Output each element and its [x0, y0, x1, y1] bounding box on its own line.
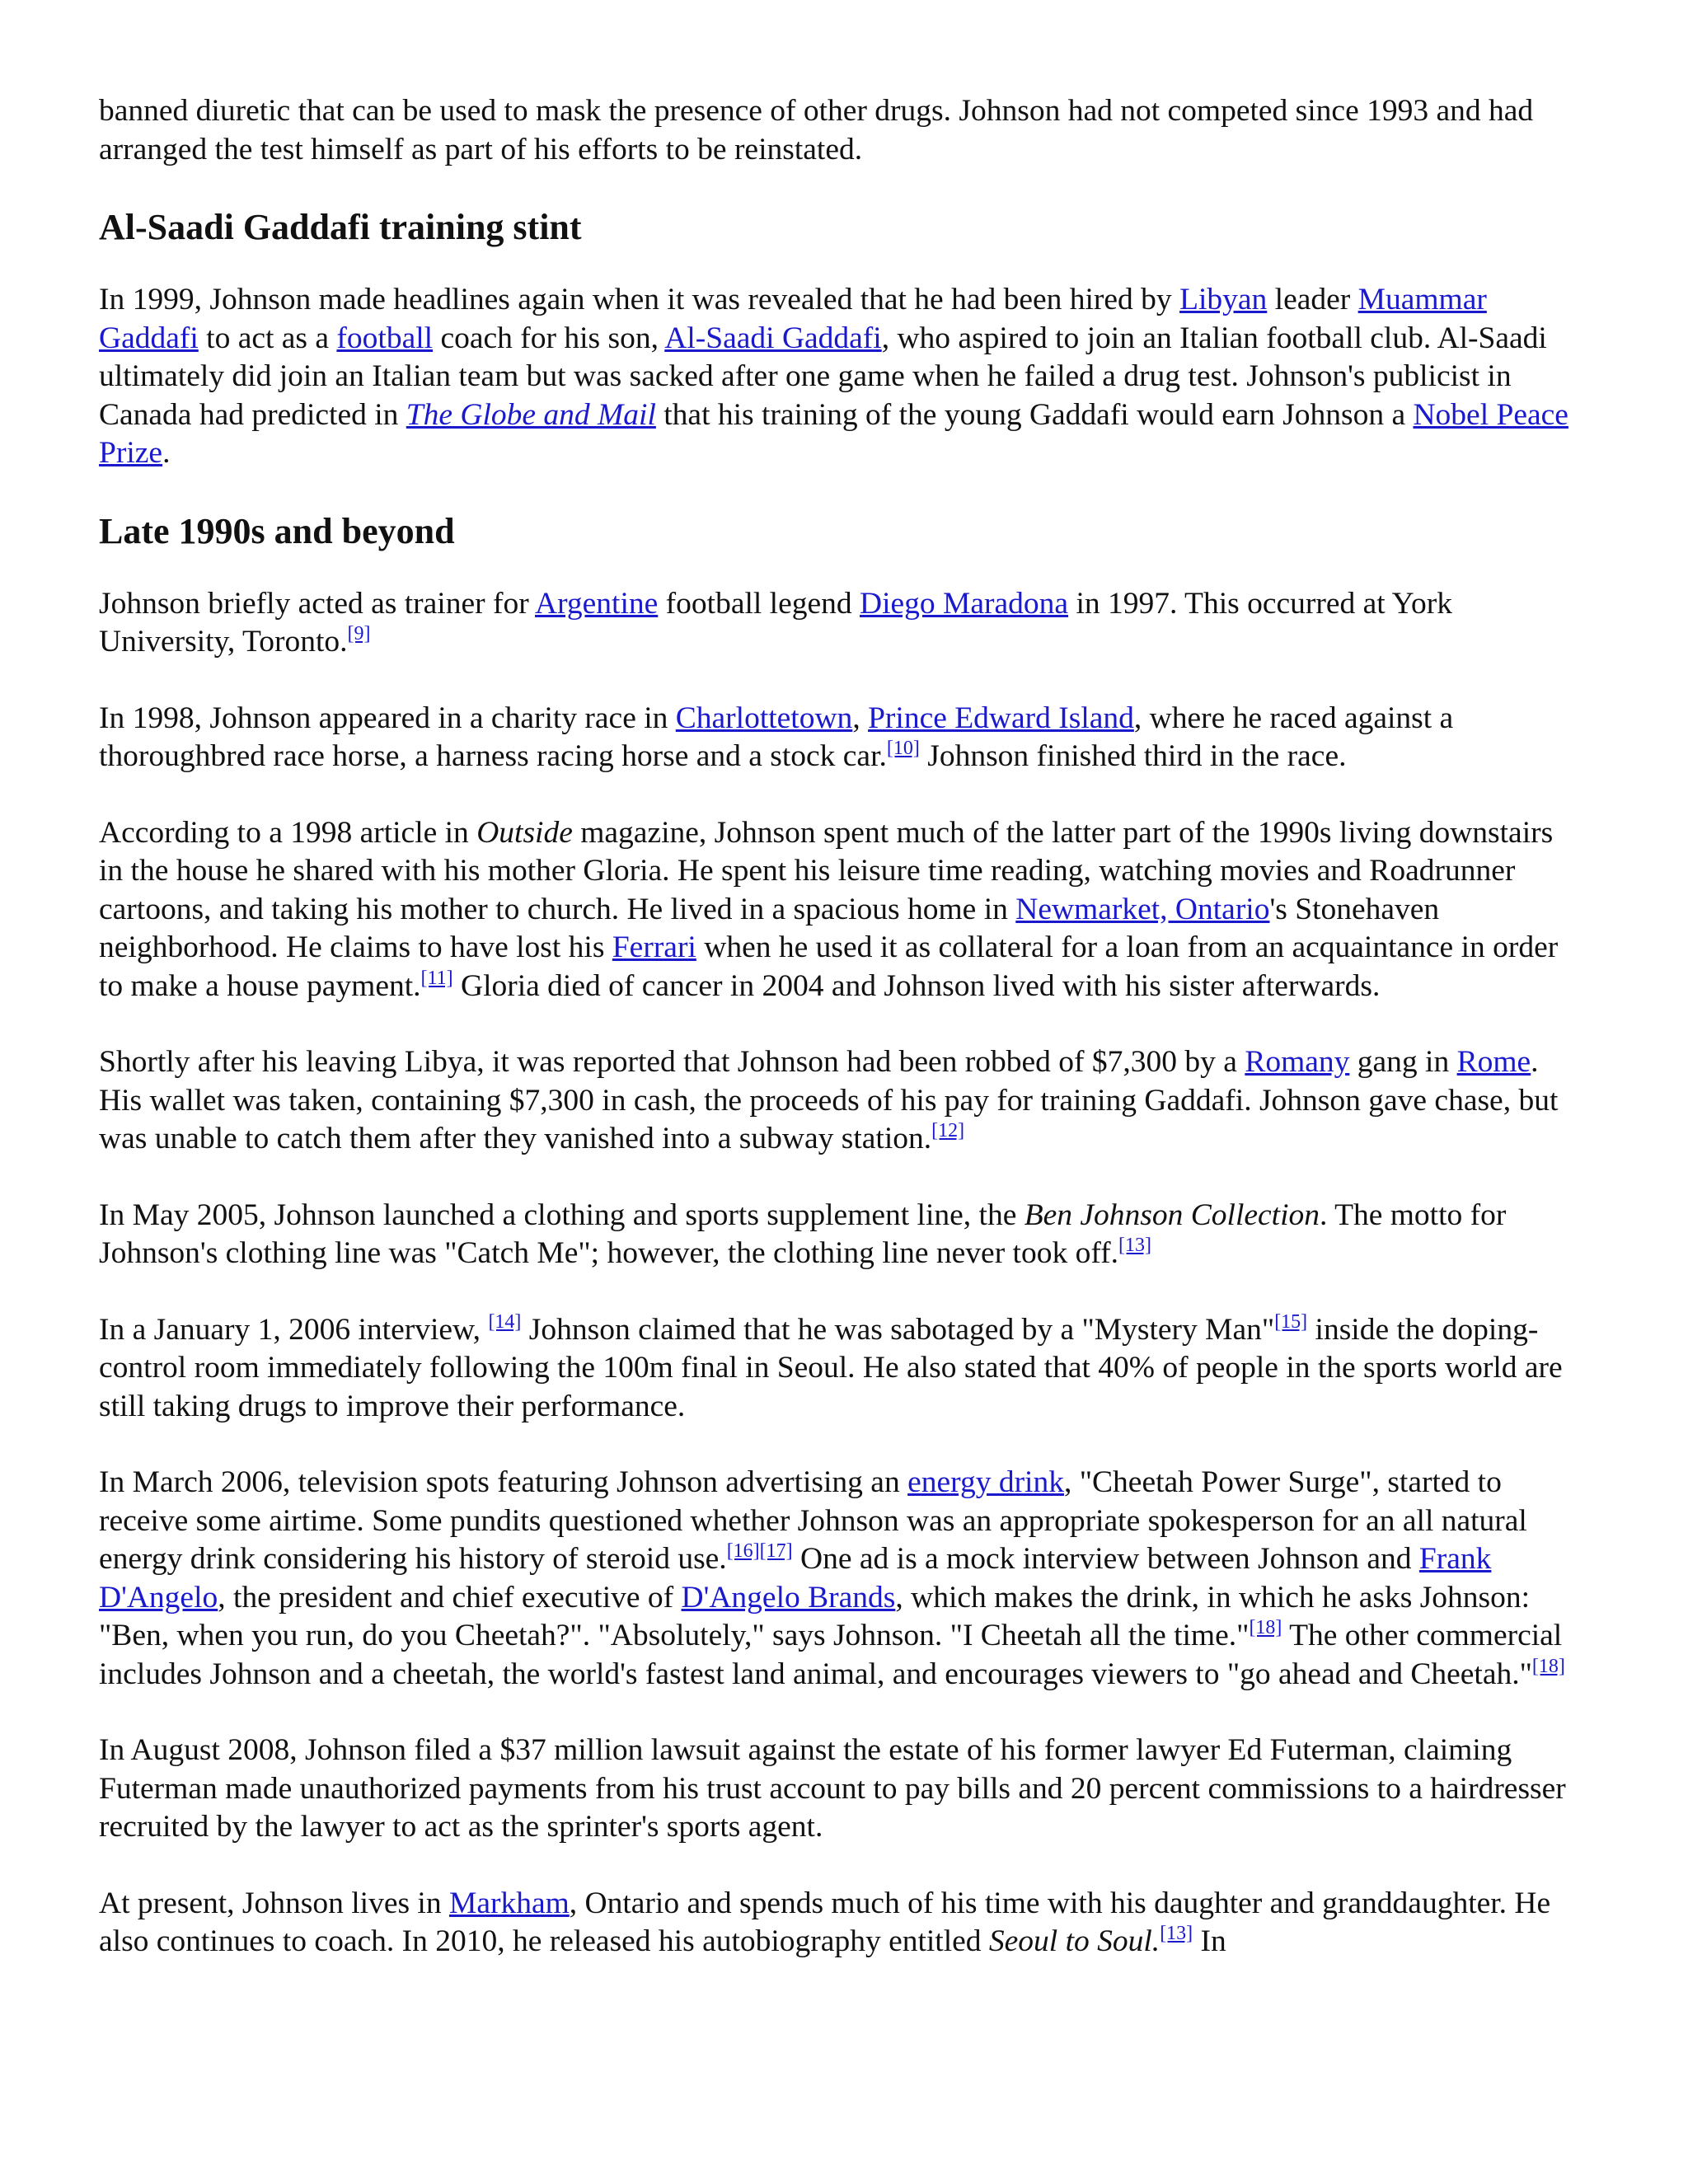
link-libyan[interactable]: Libyan	[1179, 283, 1268, 316]
link-diego-maradona[interactable]: Diego Maradona	[860, 586, 1069, 621]
paragraph-maradona: Johnson briefly acted as trainer for Argentine football legend Diego Maradona in 1997. This occurred at York University, Toronto.[9]	[99, 586, 1452, 658]
link-frank-dangelo[interactable]: Frank D'Angelo	[99, 1542, 1492, 1615]
citation-10[interactable]: [10]	[886, 738, 920, 759]
link-al-saadi-gaddafi[interactable]: Al-Saadi Gaddafi	[664, 321, 882, 355]
paragraph-present: At present, Johnson lives in Markham, Ontario and spends much of his time with his daughter and granddaughter. He also continues to coach. In 2010, he released his autobiography entitled Seoul to Soul.[13] In	[99, 1886, 1551, 1958]
heading-late-1990s: Late 1990s and beyond	[99, 510, 455, 551]
citation-12[interactable]: [12]	[931, 1120, 965, 1141]
link-argentine[interactable]: Argentine	[535, 586, 659, 621]
paragraph-energy-drink: In March 2006, television spots featuring Johnson advertising an energy drink, "Cheetah Power Surge", started to receive some airtime. Some pundits questioned whether Johnson was an appropriate spokesperson for an all natural energy drink considering his history of steroid use.[16][17] One ad is a mock interview between Johnson and Frank D'Angelo, the president and chief executive of D'Angelo Brands, which makes the drink, in which he asks Johnson: "Ben, when you run, do you Cheetah?". "Absolutely," says Johnson. "I Cheetah all the time."[18] The other commercial includes Johnson and a cheetah, the world's fastest land animal, and encourages viewers to "go ahead and Cheetah."[18]	[99, 1465, 1565, 1691]
citation-13[interactable]: [13]	[1118, 1235, 1152, 1256]
citation-16[interactable]: [16]	[726, 1540, 760, 1562]
link-energy-drink[interactable]: energy drink	[907, 1465, 1064, 1499]
link-newmarket-ontario[interactable]: Newmarket, Ontario	[1015, 892, 1270, 926]
paragraph-charity-race: In 1998, Johnson appeared in a charity race in Charlottetown, Prince Edward Island, where he raced against a thoroughbred race horse, a harness racing horse and a stock car.[10] Johnson finished third in the race.	[99, 701, 1454, 773]
paragraph-diuretic: banned diuretic that can be used to mask the presence of other drugs. Johnson had not competed since 1993 and had arranged the test himself as part of his efforts to be reinstated.	[99, 94, 1534, 166]
link-ferrari[interactable]: Ferrari	[612, 930, 696, 964]
link-football[interactable]: football	[336, 321, 434, 355]
paragraph-outside-magazine: According to a 1998 article in Outside magazine, Johnson spent much of the latter part of the 1990s living downstairs in the house he shared with his mother Gloria. He spent his leisure time reading, watching movies and Roadrunner cartoons, and taking his mother to church. He lived in a spacious home in Newmarket, Ontario's Stonehaven neighborhood. He claims to have lost his Ferrari when he used it as collateral for a loan from an acquaintance in order to make a house payment.[11] Gloria died of cancer in 2004 and Johnson lived with his sister afterwards.	[99, 815, 1559, 1003]
link-nobel-peace-prize[interactable]: Nobel Peace Prize	[99, 397, 1568, 470]
link-markham[interactable]: Markham	[448, 1886, 570, 1920]
paragraph-clothing-line: In May 2005, Johnson launched a clothing and sports supplement line, the Ben Johnson Collection. The motto for Johnson's clothing line was "Catch Me"; however, the clothing line never took off.[13]	[99, 1197, 1507, 1270]
link-dangelo-brands[interactable]: D'Angelo Brands	[681, 1580, 896, 1615]
link-globe-and-mail[interactable]: The Globe and Mail	[406, 397, 656, 432]
document-page	[99, 92, 1582, 1999]
citation-11[interactable]: [11]	[420, 967, 453, 989]
paragraph-lawsuit: In August 2008, Johnson filed a $37 million lawsuit against the estate of his former lawyer Ed Futerman, claiming Futerman made unauthorized payments from his trust account to pay bills and 20 percent commissions to a hairdresser recruited by the lawyer to act as the sprinter's sports agent.	[99, 1733, 1566, 1844]
citation-17[interactable]: [17]	[759, 1540, 793, 1562]
citation-15[interactable]: [15]	[1274, 1310, 1308, 1333]
citation-13-second[interactable]: [13]	[1160, 1923, 1193, 1944]
link-charlottetown[interactable]: Charlottetown	[675, 701, 853, 735]
link-romany[interactable]: Romany	[1245, 1045, 1350, 1079]
heading-gaddafi-training: Al-Saadi Gaddafi training stint	[99, 207, 582, 247]
citation-14[interactable]: [14]	[488, 1310, 522, 1333]
citation-9[interactable]: [9]	[347, 623, 371, 644]
link-prince-edward-island[interactable]: Prince Edward Island	[868, 701, 1134, 735]
paragraph-robbery: Shortly after his leaving Libya, it was reported that Johnson had been robbed of $7,300 by a Romany gang in Rome. His wallet was taken, containing $7,300 in cash, the proceeds of his pay for training Gaddafi. Johnson gave chase, but was unable to catch them after they vanished into a subway station.[12]	[99, 1045, 1559, 1155]
citation-18-second[interactable]: [18]	[1531, 1655, 1565, 1677]
paragraph-gaddafi: In 1999, Johnson made headlines again when it was revealed that he had been hired by Libyan leader Muammar Gaddafi to act as a football coach for his son, Al-Saadi Gaddafi, who aspired to join an Italian football club. Al-Saadi ultimately did join an Italian team but was sacked after one game when he failed a drug test. Johnson's publicist in Canada had predicted in The Globe and Mail that his training of the young Gaddafi would earn Johnson a Nobel Peace Prize.	[99, 283, 1568, 470]
paragraph-interview-2006: In a January 1, 2006 interview, [14] Johnson claimed that he was sabotaged by a "Mystery Man"[15] inside the doping-control room immediately following the 100m final in Seoul. He also stated that 40% of people in the sports world are still taking drugs to improve their performance.	[99, 1310, 1563, 1423]
link-muammar-gaddafi[interactable]: Muammar Gaddafi	[99, 283, 1487, 355]
link-rome[interactable]: Rome	[1456, 1045, 1531, 1079]
citation-18[interactable]: [18]	[1249, 1617, 1282, 1638]
